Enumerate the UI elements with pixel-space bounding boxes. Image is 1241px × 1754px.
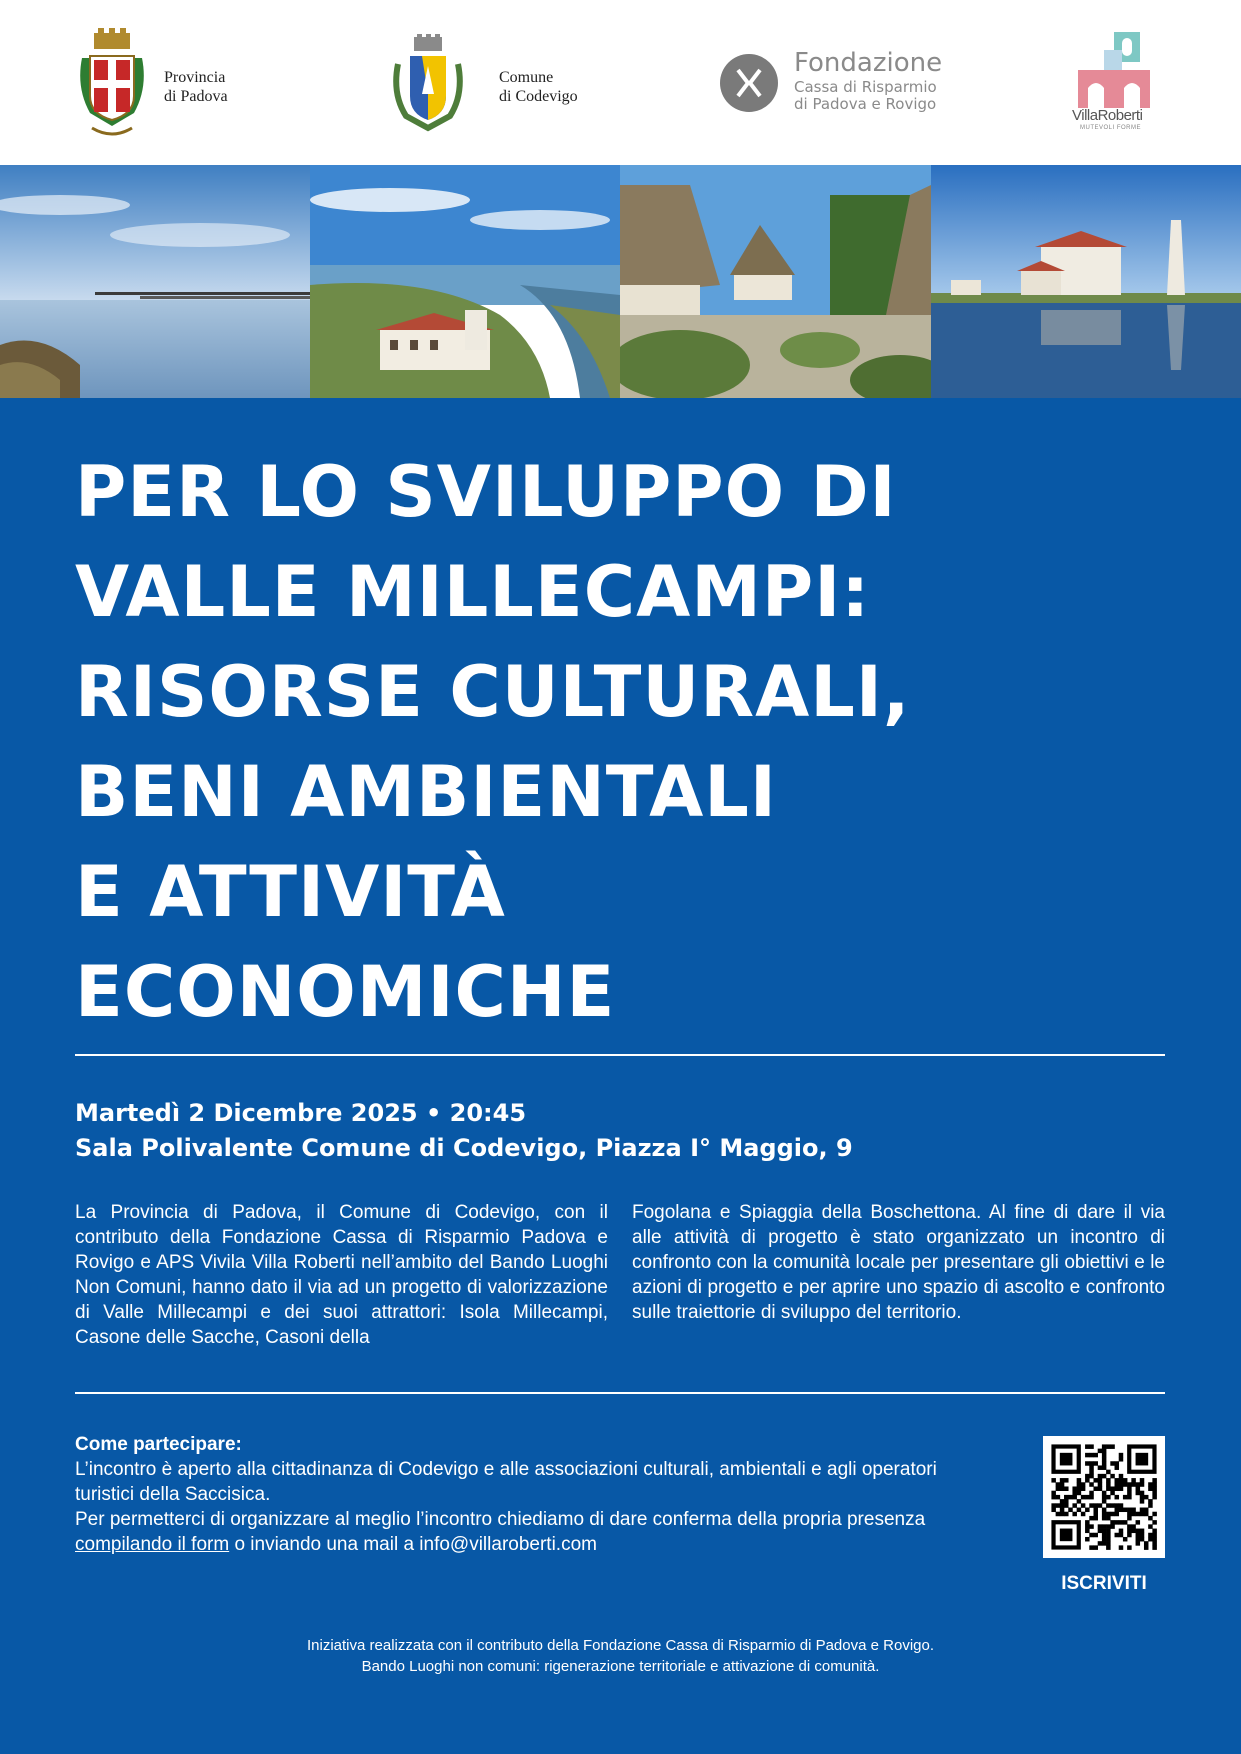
island-house-photo <box>931 165 1241 398</box>
fondazione-name: Fondazione <box>794 48 943 78</box>
qr-code[interactable] <box>1043 1436 1165 1558</box>
divider <box>75 1392 1165 1394</box>
qr-code-icon <box>1043 1436 1165 1558</box>
fondazione-subtitle: Cassa di Risparmio di Padova e Rovigo <box>794 78 937 113</box>
event-details <box>75 1096 853 1166</box>
title-line: VALLE MILLECAMPI: <box>75 551 871 633</box>
main-content <box>0 398 1241 1754</box>
footer-line: Bando Luoghi non comuni: rigenerazione territoriale e attivazione di comunità. <box>361 1658 880 1675</box>
aerial-lagoon-villa-photo <box>310 165 620 398</box>
provincia-crest-icon <box>72 28 152 143</box>
fondazione-emblem-icon <box>718 52 780 114</box>
logo-header <box>0 0 1241 165</box>
thatched-huts-photo <box>620 165 931 398</box>
page-title <box>75 442 1155 1042</box>
footer-line: Iniziativa realizzata con il contributo della Fondazione Cassa di Risparmio di Padova e Rovigo. <box>307 1637 934 1654</box>
villaroberti-logo <box>1070 30 1170 135</box>
form-link[interactable]: compilando il form <box>75 1534 230 1555</box>
participation-request: Per permetterci di organizzare al meglio l’incontro chiediamo di dare conferma della propria presenza compilando il form o inviando una mail a info@villaroberti.com <box>75 1509 926 1555</box>
body-column-right: Fogolana e Spiaggia della Boschettona. Al fine di dare il via alle attività di progetto è stato organizzato un incontro di confronto con la comunità locale per presentare gli obiettivi e le azioni di progetto e per aprire uno spazio di ascolto e confronto sulle traiettorie di sviluppo del territorio. <box>632 1202 1165 1323</box>
fondazione-logo <box>718 48 943 118</box>
villaroberti-tagline: MUTEVOLI FORME <box>1080 125 1142 131</box>
divider <box>75 1054 1165 1056</box>
title-line: RISORSE CULTURALI, <box>75 651 911 733</box>
title-line: E ATTIVITÀ <box>75 851 506 933</box>
provincia-logo <box>72 28 272 143</box>
villaroberti-name: VillaRoberti <box>1072 107 1143 124</box>
body-column-left: La Provincia di Padova, il Comune di Codevigo, con il contributo della Fondazione Cassa di Risparmio Padova e Rovigo e APS Vivila Villa Roberti nell’ambito del Bando Luoghi Non Comuni, hanno dato il via ad un progetto di valorizzazione di Valle Millecampi e dei suoi attrattori: Isola Millecampi, Casone delle Sacche, Casoni della <box>75 1202 608 1348</box>
footer-note <box>0 1635 1241 1677</box>
participation-info <box>75 1432 955 1557</box>
participation-heading: Come partecipare: <box>75 1434 242 1455</box>
title-line: ECONOMICHE <box>75 951 616 1033</box>
lagoon-pier-photo <box>0 165 310 398</box>
participation-text: L’incontro è aperto alla cittadinanza di Codevigo e alle associazioni culturali, ambientali e agli operatori turistici della Saccisica. <box>75 1459 937 1505</box>
comune-name: Comune di Codevigo <box>499 69 578 105</box>
villaroberti-building-icon <box>1074 30 1154 110</box>
event-venue: Sala Polivalente Comune di Codevigo, Piazza I° Maggio, 9 <box>75 1134 853 1162</box>
title-line: PER LO SVILUPPO DI <box>75 451 897 533</box>
comune-crest-icon <box>392 34 464 134</box>
photo-strip <box>0 165 1241 398</box>
qr-label: ISCRIVITI <box>1061 1573 1147 1594</box>
comune-logo <box>392 34 592 139</box>
event-date: Martedì 2 Dicembre 2025 • 20:45 <box>75 1099 527 1127</box>
title-line: BENI AMBIENTALI <box>75 751 777 833</box>
provincia-name: Provincia di Padova <box>164 69 228 105</box>
